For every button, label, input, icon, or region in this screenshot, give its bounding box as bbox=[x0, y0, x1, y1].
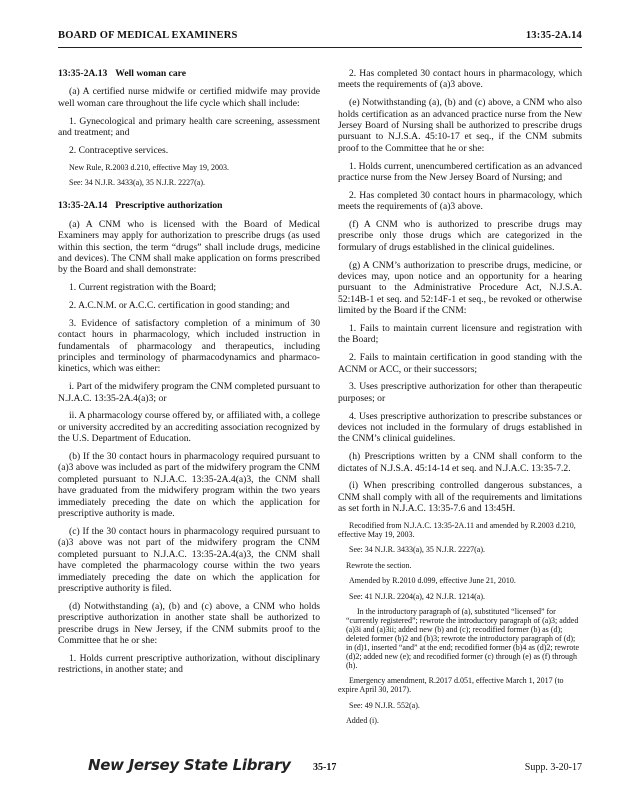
section-title: Prescriptive authorization bbox=[115, 200, 223, 212]
paragraph: (a) A certified nurse midwife or certified midwife may provide well woman care throughout the life cycle which shall include: bbox=[58, 86, 320, 109]
paragraph: (f) A CNM who is authorized to prescribe drugs may prescribe only those drugs which are categorized in the formulary of drugs established in the clinical guidelines. bbox=[338, 219, 582, 253]
left-column bbox=[58, 68, 320, 682]
header-rule bbox=[58, 47, 582, 48]
paragraph: 2. A.C.N.M. or A.C.C. certification in good standing; and bbox=[69, 300, 290, 312]
history-note: Emergency amendment, R.2017 d.051, effective March 1, 2017 (to expire April 30, 2017). bbox=[338, 676, 564, 695]
paragraph: 2. Has completed 30 contact hours in pharmacology, which meets the requirements of (a)3 above. bbox=[338, 189, 582, 213]
history-note: Recodified from N.J.A.C. 13:35-2A.11 and amended by R.2003 d.210, effective May 19, 2003. bbox=[338, 521, 576, 540]
history-note: New Rule, R.2003 d.210, effective May 19, 2003. bbox=[69, 162, 230, 172]
paragraph: (c) If the 30 contact hours in pharmacology required pursuant to (a)3 above was not part of the midwifery program the CNM completed pursuant to N.J.A.C. 13:35-2A.4(a)3, the CNM shall have completed the pharmacology course within the two years immediately preceding the date on which the application for prescriptive authority is filed. bbox=[58, 525, 320, 594]
paragraph: 1. Fails to maintain current licensure and registration with the Board; bbox=[338, 323, 582, 346]
paragraph: 4. Uses prescriptive authorization to prescribe substances or devices not included in the formulary of drugs established in the CNM’s clinical guidelines. bbox=[338, 410, 582, 445]
library-logo: New Jersey State Library bbox=[88, 756, 291, 774]
paragraph: 1. Gynecological and primary health care screening, assessment and treatment; and bbox=[58, 115, 320, 139]
right-column bbox=[338, 68, 582, 732]
paragraph: 2. Contraceptive services. bbox=[69, 144, 169, 156]
section-heading bbox=[58, 200, 320, 211]
history-note: Rewrote the section. bbox=[346, 560, 412, 570]
paragraph: 1. Current registration with the Board; bbox=[69, 282, 217, 294]
running-header bbox=[58, 30, 582, 44]
paragraph: 2. Has completed 30 contact hours in pharmacology, which meets the requirements of (a)3 above. bbox=[338, 68, 582, 91]
section-number: 13:35-2A.13 bbox=[58, 68, 108, 79]
paragraph: 1. Holds current, unencumbered certification as an advanced practice nurse from the New Jersey Board of Nursing; and bbox=[338, 160, 582, 184]
spacer bbox=[58, 193, 320, 200]
section-number: 13:35-2A.14 bbox=[58, 200, 108, 212]
paragraph: (i) When prescribing controlled dangerous substances, a CNM shall comply with all of the requirements and limitations as set forth in N.J.A.C. 13:35-7.6 and 13:45H. bbox=[338, 480, 582, 515]
paragraph: 3. Uses prescriptive authorization for other than therapeutic purposes; or bbox=[338, 381, 582, 404]
paragraph: (e) Notwithstanding (a), (b) and (c) above, a CNM who also holds certification as an advanced practice nurse from the New Jersey Board of Nursing shall be authorized to prescribe drugs pursuant to N.J.S.A. 45:10-17 et seq., if the CNM submits proof to the Committee that he or she: bbox=[338, 97, 582, 154]
history-note: See: 34 N.J.R. 3433(a), 35 N.J.R. 2227(a). bbox=[349, 545, 485, 555]
page-footer bbox=[58, 756, 582, 782]
history-note: See: 49 N.J.R. 552(a). bbox=[349, 700, 420, 710]
paragraph: i. Part of the midwifery program the CNM completed pursuant to N.J.A.C. 13:35-2A.4(a)3; or bbox=[58, 381, 320, 404]
paragraph: 3. Evidence of satisfactory completion of a minimum of 30 contact hours in pharmacology, which included instruction in fundamentals of pharmacology and therapeutics, including principles and terminology of pharmacodynamics and pharmaco-kinetics, which was either: bbox=[58, 317, 320, 375]
header-section: 13:35-2A.14 bbox=[525, 30, 582, 41]
paragraph: (g) A CNM’s authorization to prescribe drugs, medicine, or devices may, upon notice and an opportunity for a hearing pursuant to the Administrative Procedure Act, N.J.S.A. 52:14B-1 et seq. and 52:14F-1 et seq., be revoked or otherwise limited by the Board if the CNM: bbox=[338, 259, 582, 317]
header-title: BOARD OF MEDICAL EXAMINERS bbox=[58, 30, 238, 41]
history-note: See: 34 N.J.R. 3433(a), 35 N.J.R. 2227(a). bbox=[69, 178, 205, 187]
paragraph: (a) A CNM who is licensed with the Board of Medical Examiners may apply for authorization to prescribe drugs (as used within this section, the term “drugs” shall include drugs, medicine and devices). The CNM shall make application on forms prescribed by the Board and shall demonstrate: bbox=[58, 218, 320, 276]
history-note: Amended by R.2010 d.099, effective June 21, 2010. bbox=[349, 576, 516, 586]
paragraph: 2. Fails to maintain certification in good standing with the ACNM or ACC, or their successors; bbox=[338, 352, 582, 375]
section-title: Well woman care bbox=[115, 68, 186, 79]
history-note: Added (i). bbox=[346, 716, 379, 726]
paragraph: (b) If the 30 contact hours in pharmacology required pursuant to (a)3 above was included as part of the midwifery program the CNM completed pursuant to N.J.A.C. 13:35-2A.4(a)3, the CNM shall have graduated from the midwifery program within the two years immediately preceding the date on which the application for prescriptive authority is made. bbox=[58, 451, 320, 520]
paragraph: 1. Holds current prescriptive authorization, without disciplinary restrictions, in another state; and bbox=[58, 652, 320, 676]
section-heading bbox=[58, 68, 320, 79]
history-note: In the introductory paragraph of (a), substituted “licensed” for “currently registered”; rewrote the introductory paragraph of (a)3; added (a)3i and (a)3ii; added new (b) and (c); recodified former (b) as (d); deleted former (b)2 and (b)3; rewrote the introductory paragraph of (d); in (d)1, inserted “and” at the end; recodified former (b)4 as (d)2; rewrote (d)2; added new (e); and recodified former (c) through (e) as (f) through (h). bbox=[346, 607, 580, 671]
history-note: See: 41 N.J.R. 2204(a), 42 N.J.R. 1214(a). bbox=[349, 591, 485, 601]
page-number: 35-17 bbox=[313, 762, 337, 773]
paragraph: (h) Prescriptions written by a CNM shall conform to the dictates of N.J.S.A. 45:14-14 et seq. and N.J.A.C. 13:35-7.2. bbox=[338, 451, 582, 474]
paragraph: (d) Notwithstanding (a), (b) and (c) above, a CNM who holds prescriptive authorization in another state shall be authorized to prescribe drugs in New Jersey, if the CNM submits proof to the Committee that he or she: bbox=[58, 600, 320, 646]
paragraph: ii. A pharmacology course offered by, or affiliated with, a college or university accredited by an accrediting association recognized by the U.S. Department of Education. bbox=[58, 410, 320, 445]
supplement-date: Supp. 3-20-17 bbox=[524, 762, 582, 773]
